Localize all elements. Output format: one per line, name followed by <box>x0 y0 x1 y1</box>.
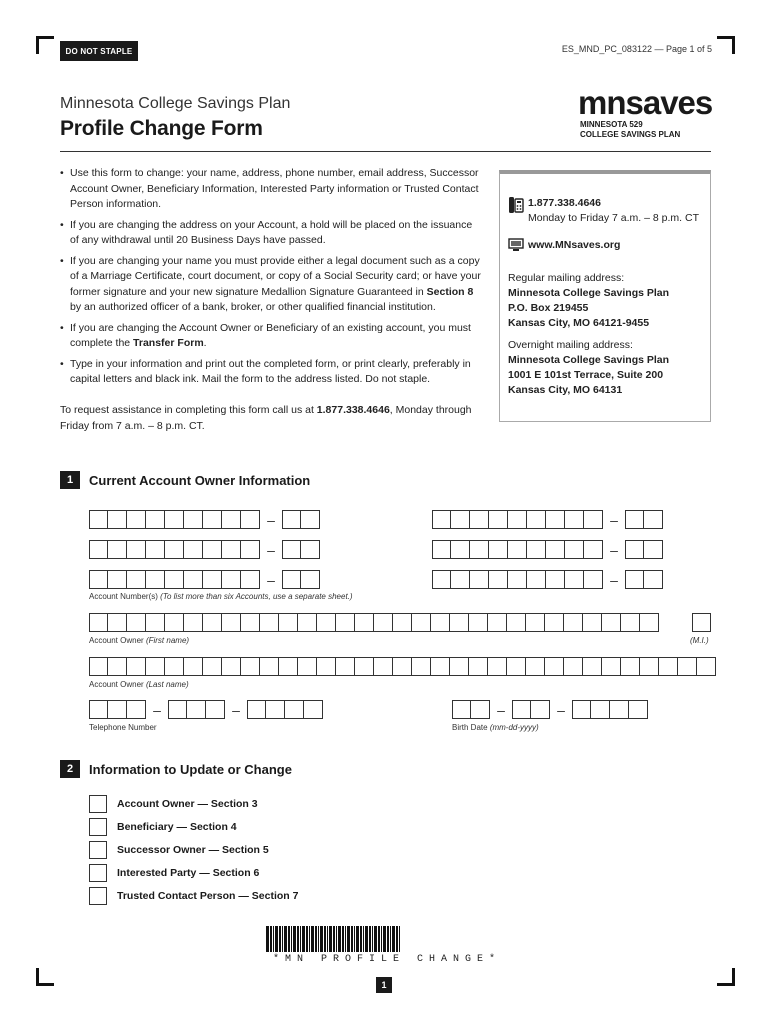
computer-icon <box>508 238 528 257</box>
birth-date-field[interactable] <box>452 700 648 719</box>
section-2-title: Information to Update or Change <box>89 762 292 777</box>
character-box[interactable] <box>469 657 488 676</box>
character-box[interactable] <box>412 657 431 676</box>
character-box[interactable] <box>621 657 640 676</box>
character-box[interactable] <box>451 510 470 529</box>
contact-hours: Monday to Friday 7 a.m. – 8 p.m. CT <box>528 212 699 224</box>
character-box[interactable] <box>625 540 644 559</box>
character-box[interactable] <box>222 613 241 632</box>
character-box[interactable] <box>393 613 412 632</box>
character-box[interactable] <box>108 540 127 559</box>
character-box[interactable] <box>450 613 469 632</box>
character-box[interactable] <box>432 570 451 589</box>
barcode <box>266 926 502 952</box>
character-box[interactable] <box>336 657 355 676</box>
option-account-owner[interactable]: Account Owner — Section 3 <box>89 792 298 815</box>
character-box[interactable] <box>565 510 584 529</box>
character-box[interactable] <box>127 570 146 589</box>
character-box[interactable] <box>507 613 526 632</box>
character-box[interactable] <box>146 540 165 559</box>
section-2-number: 2 <box>60 760 80 778</box>
character-box[interactable] <box>625 510 644 529</box>
telephone-label: Telephone Number <box>89 723 157 732</box>
character-box[interactable] <box>374 657 393 676</box>
character-box[interactable] <box>266 700 285 719</box>
character-box[interactable] <box>583 657 602 676</box>
separator-dash: – <box>267 571 275 588</box>
character-box[interactable] <box>241 540 260 559</box>
character-box[interactable] <box>127 700 146 719</box>
character-box[interactable] <box>527 570 546 589</box>
character-box[interactable] <box>241 657 260 676</box>
character-box[interactable] <box>412 613 431 632</box>
character-box[interactable] <box>184 570 203 589</box>
character-box[interactable] <box>565 570 584 589</box>
character-box[interactable] <box>374 613 393 632</box>
crop-mark-bottom-right <box>717 968 735 986</box>
option-successor-owner[interactable]: Successor Owner — Section 5 <box>89 838 298 861</box>
character-box[interactable] <box>301 510 320 529</box>
character-box[interactable] <box>241 570 260 589</box>
character-box[interactable] <box>282 510 301 529</box>
character-box[interactable] <box>298 657 317 676</box>
character-box[interactable] <box>508 540 527 559</box>
character-box[interactable] <box>168 700 187 719</box>
character-box[interactable] <box>108 570 127 589</box>
assistance-note: To request assistance in completing this form call us at 1.877.338.4646, Monday through Friday from 7 a.m. – 8 p.m. CT. <box>60 404 472 432</box>
character-box[interactable] <box>512 700 531 719</box>
character-box[interactable] <box>546 510 565 529</box>
character-box[interactable] <box>489 570 508 589</box>
character-box[interactable] <box>546 540 565 559</box>
character-box[interactable] <box>184 510 203 529</box>
character-box[interactable] <box>203 657 222 676</box>
account-number-field[interactable] <box>89 570 320 589</box>
character-box[interactable] <box>526 657 545 676</box>
instruction-item: • If you are changing your name you must provide either a legal document such as a copy of a Marriage Certificate, court document, or copy of a Social Security card; or have your former signature and your new signature Medallion Signature Guaranteed in Section 8 by an authorized officer of a bank, broker, or other qualified financial institution. <box>60 254 482 316</box>
character-box[interactable] <box>127 657 146 676</box>
character-box[interactable] <box>572 700 591 719</box>
character-box[interactable] <box>165 540 184 559</box>
character-box[interactable] <box>222 510 241 529</box>
character-box[interactable] <box>108 613 127 632</box>
character-box[interactable] <box>282 570 301 589</box>
character-box[interactable] <box>470 510 489 529</box>
character-box[interactable] <box>241 613 260 632</box>
character-box[interactable] <box>545 657 564 676</box>
separator-dash: – <box>557 701 565 718</box>
regular-address: Regular mailing address: Minnesota College Savings Plan P.O. Box 219455 Kansas City, MO 64121-9455 <box>508 272 670 329</box>
crop-mark-top-right <box>717 36 735 54</box>
character-box[interactable] <box>127 510 146 529</box>
character-box[interactable] <box>146 570 165 589</box>
character-box[interactable] <box>89 613 108 632</box>
separator-dash: – <box>610 571 618 588</box>
character-box[interactable] <box>659 657 678 676</box>
character-box[interactable] <box>279 657 298 676</box>
character-box[interactable] <box>450 657 469 676</box>
character-box[interactable] <box>451 570 470 589</box>
character-box[interactable] <box>625 570 644 589</box>
character-box[interactable] <box>644 570 663 589</box>
character-box[interactable] <box>640 613 659 632</box>
character-box[interactable] <box>336 613 355 632</box>
character-box[interactable] <box>431 613 450 632</box>
separator-dash: – <box>267 511 275 528</box>
character-box[interactable] <box>610 700 629 719</box>
character-box[interactable] <box>108 510 127 529</box>
character-box[interactable] <box>165 570 184 589</box>
overnight-address: Overnight mailing address: Minnesota College Savings Plan 1001 E 101st Terrace, Suite 200 Kansas City, MO 64131 <box>508 339 670 396</box>
middle-initial-label: (M.I.) <box>690 636 709 645</box>
character-box[interactable] <box>432 510 451 529</box>
character-box[interactable] <box>644 540 663 559</box>
telephone-field[interactable] <box>89 700 323 719</box>
character-box[interactable] <box>546 570 565 589</box>
account-number-field[interactable] <box>89 540 320 559</box>
character-box[interactable] <box>222 540 241 559</box>
instruction-item: • Type in your information and print out the completed form, or print clearly, preferably in capital letters and black ink. Mail the form to the address listed. Do not staple. <box>60 357 482 388</box>
separator-dash: – <box>497 701 505 718</box>
character-box[interactable] <box>317 613 336 632</box>
character-box[interactable] <box>527 540 546 559</box>
checkbox[interactable] <box>89 864 107 882</box>
character-box[interactable] <box>203 570 222 589</box>
character-box[interactable] <box>469 613 488 632</box>
character-box[interactable] <box>508 570 527 589</box>
character-box[interactable] <box>206 700 225 719</box>
section-1-title: Current Account Owner Information <box>89 473 311 488</box>
character-box[interactable] <box>285 700 304 719</box>
character-box[interactable] <box>165 510 184 529</box>
separator-dash: – <box>267 541 275 558</box>
instruction-item: • If you are changing the Account Owner or Beneficiary of an existing account, you must complete the Transfer Form. <box>60 321 482 352</box>
account-number-field[interactable] <box>432 570 663 589</box>
phone-icon <box>508 196 528 219</box>
logo-subtitle: MINNESOTA 529 COLLEGE SAVINGS PLAN <box>580 120 681 139</box>
character-box[interactable] <box>489 540 508 559</box>
page-title: Profile Change Form <box>60 117 263 140</box>
section-1-number: 1 <box>60 471 80 489</box>
character-box[interactable] <box>489 510 508 529</box>
first-name-field[interactable] <box>89 613 659 632</box>
crop-mark-bottom-left <box>36 968 54 986</box>
form-code: ES_MND_PC_083122 — Page 1 of 5 <box>561 44 712 54</box>
character-box[interactable] <box>583 613 602 632</box>
character-box[interactable] <box>146 657 165 676</box>
character-box[interactable] <box>89 657 108 676</box>
character-box[interactable] <box>393 657 412 676</box>
separator-dash: – <box>153 701 161 718</box>
last-name-label: Account Owner (Last name) <box>89 680 189 689</box>
character-box[interactable] <box>184 657 203 676</box>
instruction-list <box>60 166 482 393</box>
character-box[interactable] <box>488 657 507 676</box>
option-trusted-contact[interactable]: Trusted Contact Person — Section 7 <box>89 884 298 907</box>
character-box[interactable] <box>531 700 550 719</box>
character-box[interactable] <box>584 570 603 589</box>
character-box[interactable] <box>260 613 279 632</box>
character-box[interactable] <box>89 570 108 589</box>
checkbox[interactable] <box>89 887 107 905</box>
change-options-list <box>89 792 298 907</box>
do-not-staple-badge: DO NOT STAPLE <box>60 41 138 61</box>
character-box[interactable] <box>471 700 490 719</box>
instruction-item: • Use this form to change: your name, address, phone number, email address, Successor Account Owner, Beneficiary Information, Interested Party information or Trusted Contact Person information. <box>60 166 482 213</box>
plan-name: Minnesota College Savings Plan <box>60 95 291 112</box>
character-box[interactable] <box>470 570 489 589</box>
character-box[interactable] <box>187 700 206 719</box>
contact-phone: 1.877.338.4646 <box>528 197 601 209</box>
character-box[interactable] <box>644 510 663 529</box>
character-box[interactable] <box>507 657 526 676</box>
character-box[interactable] <box>241 510 260 529</box>
character-box[interactable] <box>526 613 545 632</box>
character-box[interactable] <box>298 613 317 632</box>
character-box[interactable] <box>355 657 374 676</box>
character-box[interactable] <box>451 540 470 559</box>
contact-website: www.MNsaves.org <box>528 239 621 251</box>
character-box[interactable] <box>203 510 222 529</box>
character-box[interactable] <box>431 657 450 676</box>
barcode-text: *MN PROFILE CHANGE* <box>272 954 502 965</box>
character-box[interactable] <box>203 540 222 559</box>
barcode-bar <box>400 926 401 952</box>
checkbox[interactable] <box>89 818 107 836</box>
character-box[interactable] <box>165 657 184 676</box>
character-box[interactable] <box>621 613 640 632</box>
character-box[interactable] <box>222 570 241 589</box>
account-number-field[interactable] <box>432 510 663 529</box>
option-interested-party[interactable]: Interested Party — Section 6 <box>89 861 298 884</box>
character-box[interactable] <box>127 613 146 632</box>
separator-dash: – <box>610 541 618 558</box>
character-box[interactable] <box>564 613 583 632</box>
character-box[interactable] <box>470 540 489 559</box>
character-box[interactable] <box>452 700 471 719</box>
character-box[interactable] <box>602 613 621 632</box>
character-box[interactable] <box>565 540 584 559</box>
character-box[interactable] <box>584 540 603 559</box>
character-box[interactable] <box>127 540 146 559</box>
character-box[interactable] <box>89 540 108 559</box>
character-box[interactable] <box>508 510 527 529</box>
contact-info-box <box>499 170 711 422</box>
character-box[interactable] <box>602 657 621 676</box>
character-box[interactable] <box>629 700 648 719</box>
character-box[interactable] <box>678 657 697 676</box>
character-box[interactable] <box>260 657 279 676</box>
header-divider <box>60 151 711 152</box>
character-box[interactable] <box>184 613 203 632</box>
character-box[interactable] <box>527 510 546 529</box>
checkbox[interactable] <box>89 841 107 859</box>
last-name-field[interactable] <box>89 657 716 676</box>
separator-dash: – <box>232 701 240 718</box>
character-box[interactable] <box>89 700 108 719</box>
account-number-field[interactable] <box>432 540 663 559</box>
character-box[interactable] <box>317 657 336 676</box>
character-box[interactable] <box>279 613 298 632</box>
character-box[interactable] <box>165 613 184 632</box>
character-box[interactable] <box>301 570 320 589</box>
character-box[interactable] <box>432 540 451 559</box>
character-box[interactable] <box>108 700 127 719</box>
character-box[interactable] <box>545 613 564 632</box>
account-number-field[interactable] <box>89 510 320 529</box>
account-number-label: Account Number(s) (To list more than six Accounts, use a separate sheet.) <box>89 592 353 601</box>
character-box[interactable] <box>203 613 222 632</box>
character-box[interactable] <box>282 540 301 559</box>
character-box[interactable] <box>146 613 165 632</box>
character-box[interactable] <box>89 510 108 529</box>
character-box[interactable] <box>584 510 603 529</box>
checkbox[interactable] <box>89 795 107 813</box>
instruction-item: • If you are changing the address on your Account, a hold will be placed on the issuance of any withdrawal until 20 Business Days have passed. <box>60 218 482 249</box>
character-box[interactable] <box>304 700 323 719</box>
separator-dash: – <box>610 511 618 528</box>
character-box[interactable] <box>591 700 610 719</box>
crop-mark-top-left <box>36 36 54 54</box>
page-number: 1 <box>376 977 392 993</box>
character-box[interactable] <box>247 700 266 719</box>
character-box[interactable] <box>697 657 716 676</box>
mnsaves-logo: mnsaves <box>578 84 713 121</box>
character-box[interactable] <box>564 657 583 676</box>
character-box[interactable] <box>146 510 165 529</box>
character-box[interactable] <box>355 613 374 632</box>
character-box[interactable] <box>640 657 659 676</box>
first-name-label: Account Owner (First name) <box>89 636 190 645</box>
middle-initial-field[interactable] <box>692 613 711 632</box>
character-box[interactable] <box>692 613 711 632</box>
character-box[interactable] <box>301 540 320 559</box>
character-box[interactable] <box>184 540 203 559</box>
birth-date-label: Birth Date (mm-dd-yyyy) <box>452 723 539 732</box>
character-box[interactable] <box>108 657 127 676</box>
option-beneficiary[interactable]: Beneficiary — Section 4 <box>89 815 298 838</box>
character-box[interactable] <box>222 657 241 676</box>
character-box[interactable] <box>488 613 507 632</box>
